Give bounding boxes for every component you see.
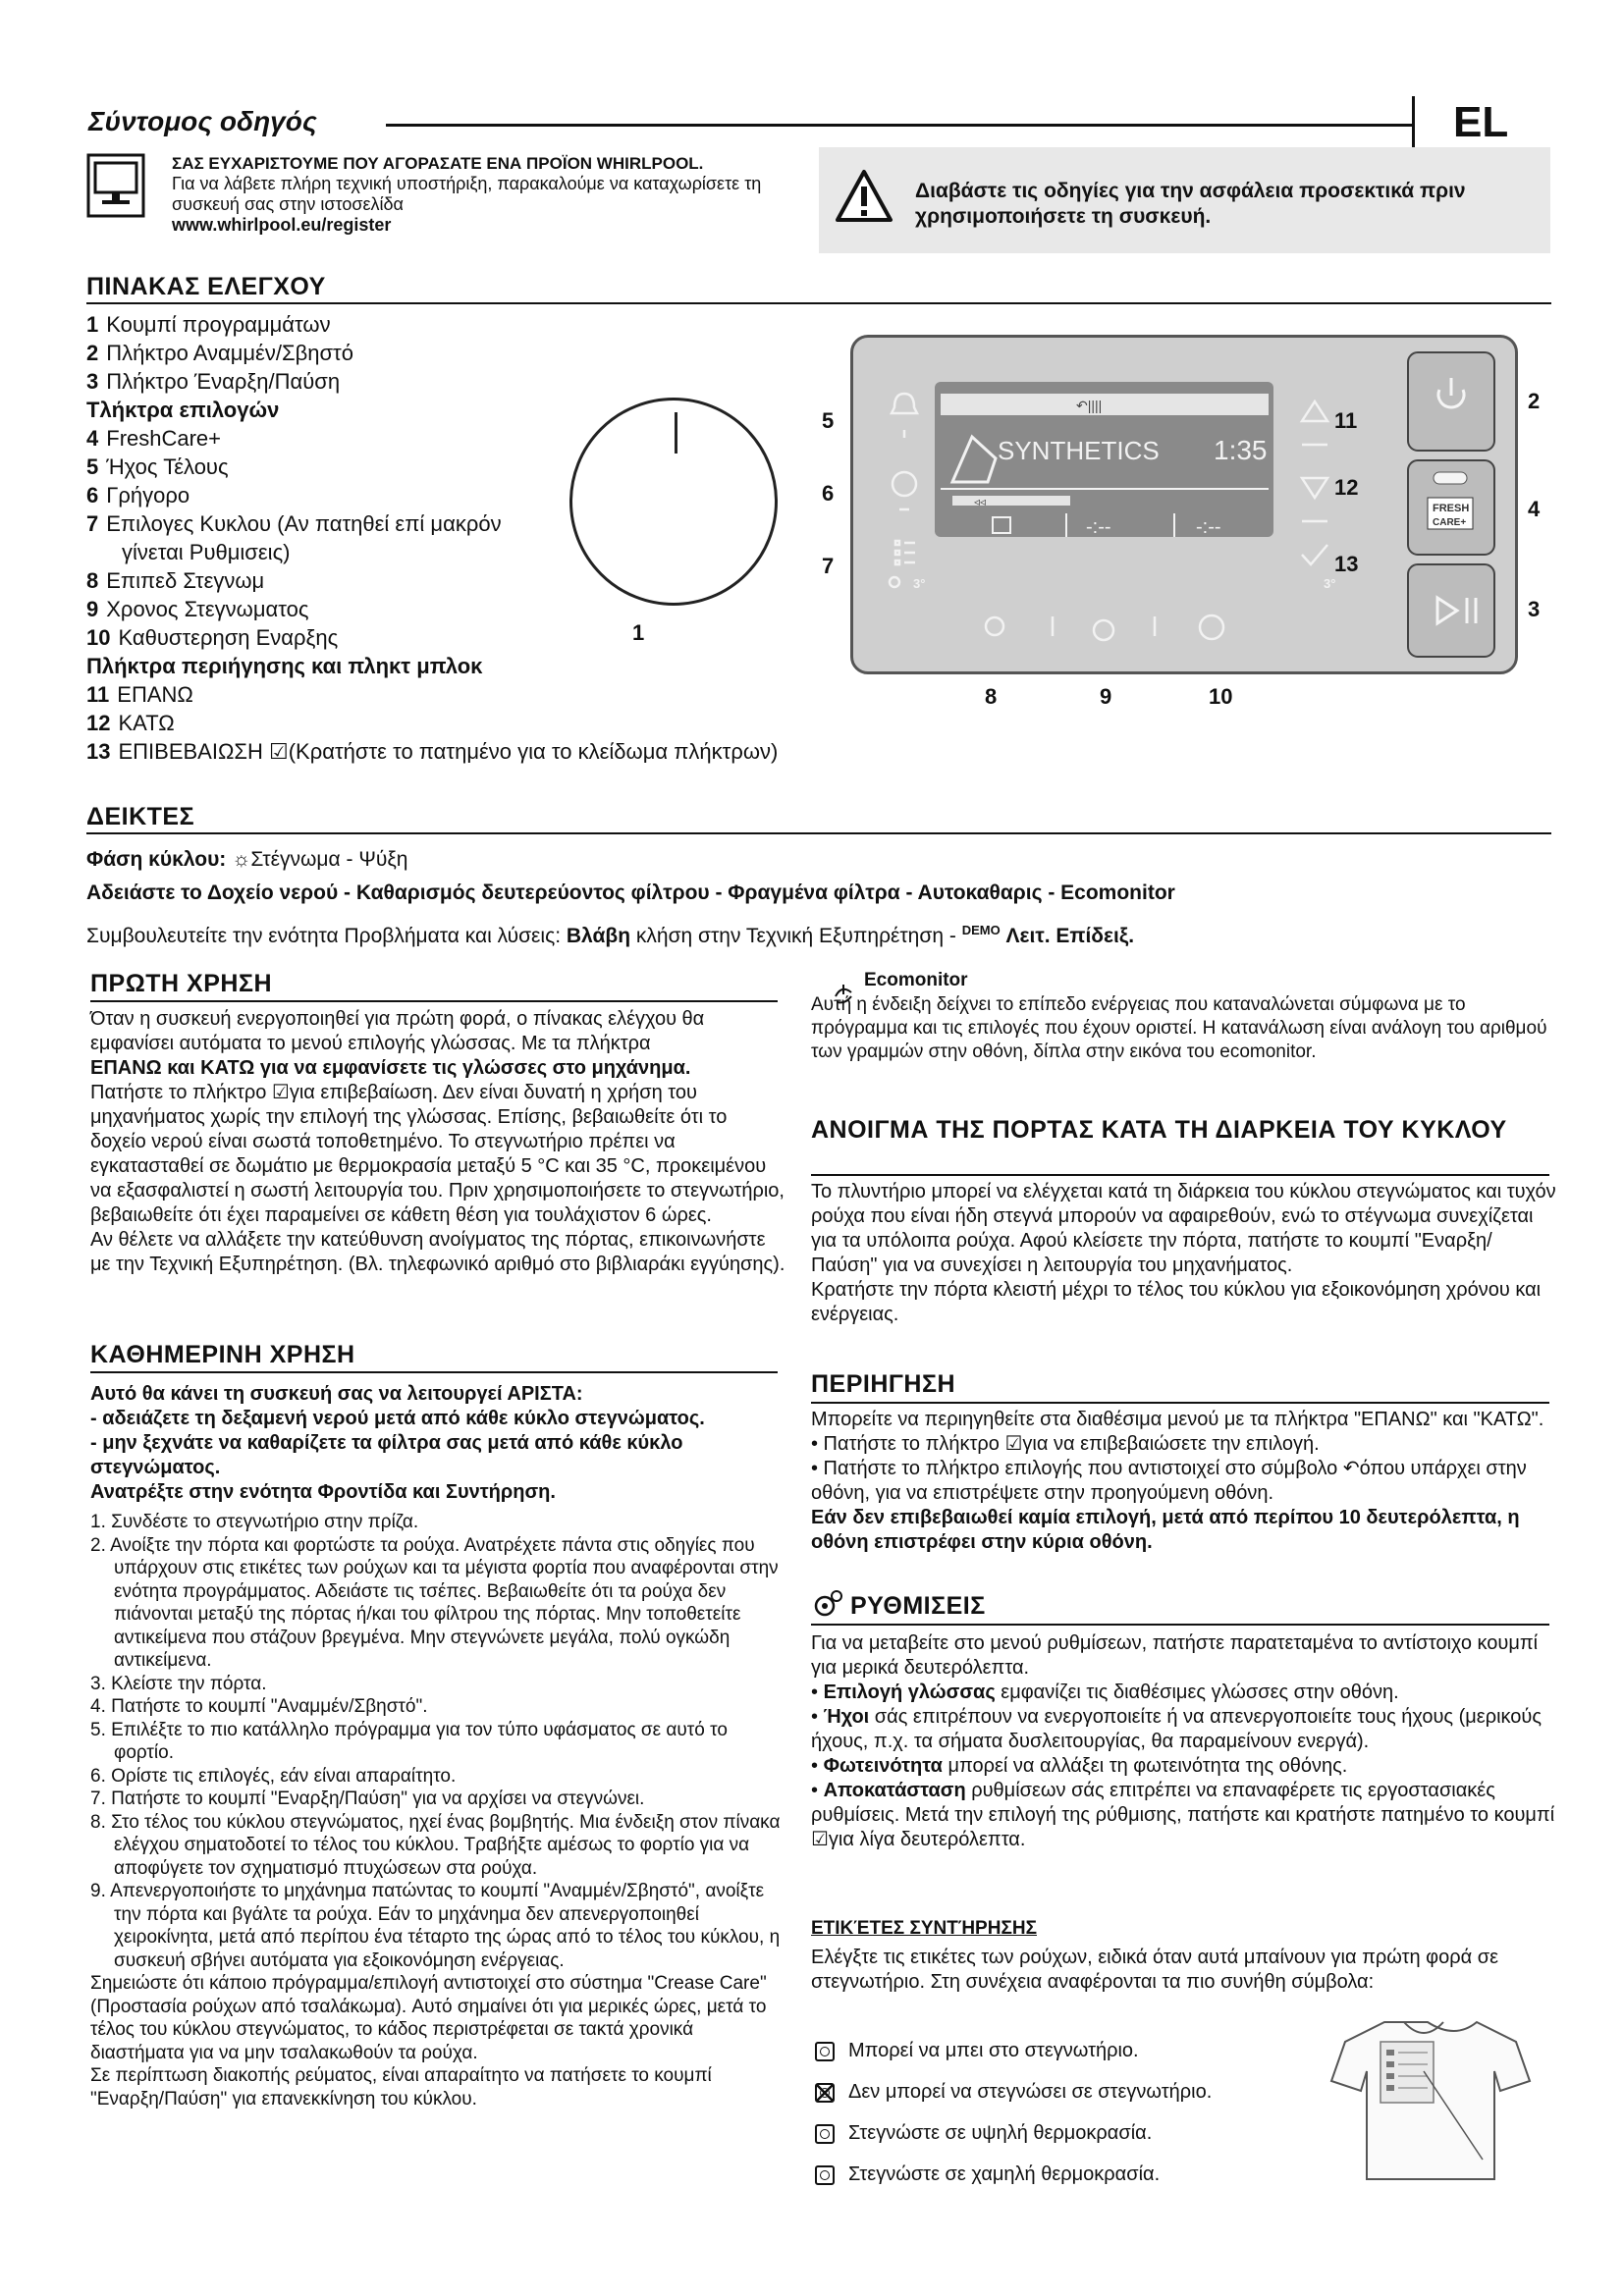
tumble-dry-symbol-icon bbox=[815, 2083, 835, 2103]
svg-text:FRESH: FRESH bbox=[1433, 503, 1470, 514]
header-rule bbox=[386, 124, 1412, 127]
legend-item bbox=[86, 339, 852, 367]
settings-sounds-label: Ήχοι bbox=[823, 1706, 870, 1728]
daily-use-body bbox=[90, 1382, 785, 2110]
callout-12: 12 bbox=[1334, 475, 1359, 500]
temp-left: 3° bbox=[913, 576, 926, 591]
callout-8: 8 bbox=[985, 684, 998, 709]
daily-b2: - αδειάζετε τη δεξαμενή νερού μετά από κάθε κύκλο στεγνώματος. bbox=[90, 1408, 705, 1429]
legend-label: Πλήκτρο Έναρξη/Παύση bbox=[106, 369, 341, 394]
register-thanks: ΣΑΣ ΕΥΧΑΡΙΣΤΟΥΜΕ ΠΟΥ ΑΓΟΡΑΣΑΤΕ ΕΝΑ ΠΡΟΪΟΝ WHIRLPOOL. bbox=[172, 154, 704, 173]
settings-restore-label: Αποκατάσταση bbox=[823, 1780, 966, 1801]
settings-p1: Για να μεταβείτε στο μενού ρυθμίσεων, πατήστε παρατεταμένα το αντίστοιχο κουμπί για μερικά δευτερόλεπτα. bbox=[811, 1632, 1539, 1679]
first-use-body bbox=[90, 1007, 785, 1277]
first-use-p2: Πατήστε το πλήκτρο ☑για επιβεβαίωση. Δεν είναι δυνατή η χρήση του μηχανήματος χωρίς την επιλογή της γλώσσας. Επίσης, βεβαιωθείτε ότι το δοχείο νερού είναι σωστά τοποθετημένο. Το στεγνωτήριο πρέπει να εγκατασταθεί σε δωμάτιο με θερμοκρασία μεταξύ 5 °C και 35 °C, προκειμένου να εξασφαλιστεί η σωστή λειτουργία του. Πριν χρησιμοποιήσετε το στεγνωτήριο, βεβαιωθείτε ότι έχει παραμείνει σε κάθετη θέση για τουλάχιστον 6 ώρες. bbox=[90, 1082, 785, 1226]
care-symbol-row bbox=[815, 2071, 1326, 2112]
legend-number: 2 bbox=[86, 341, 99, 365]
safety-warning-text: Διαβάστε τις οδηγίες για την ασφάλεια προσεκτικά πριν χρησιμοποιήσετε τη συσκευή. bbox=[915, 180, 1466, 228]
section-control-panel-title: ΠΙΝΑΚΑΣ ΕΛΕΓΧΟΥ bbox=[86, 273, 326, 300]
door-body bbox=[811, 1180, 1557, 1327]
ecomonitor-bars: ↶|||| bbox=[1076, 398, 1103, 413]
options-subtitle: Τλήκτρα επιλογών bbox=[86, 398, 280, 422]
step-item: 7. Πατήστε το κουμπί "Εναρξη/Παύση" για να αρχίσει να στεγνώνει. bbox=[90, 1789, 645, 1809]
settings-restore-text: ρυθμίσεων σάς επιτρέπει να επαναφέρετε τις εργοστασιακές ρυθμίσεις. Μετά την επιλογή της ρύθμισης, πατήστε και κρατήστε πατημένο το κουμπί ☑για λίγα δευτερόλεπτα. bbox=[811, 1780, 1555, 1850]
legend-number: 11 bbox=[86, 682, 110, 707]
daily-b4: Ανατρέξτε στην ενότητα Φροντίδα και Συντήρηση. bbox=[90, 1481, 556, 1503]
section-rule bbox=[90, 1371, 778, 1373]
section-daily-use-title: ΚΑΘΗΜΕΡΙΝΗ ΧΡΗΣΗ bbox=[90, 1341, 355, 1368]
legend-label: Επιπεδ Στεγνωμ bbox=[106, 568, 265, 593]
temp-right: 3° bbox=[1324, 576, 1336, 591]
svg-text:◃◃: ◃◃ bbox=[974, 495, 987, 508]
legend-number: 9 bbox=[86, 597, 99, 621]
settings-language-text: εμφανίζει τις διαθέσιμες γλώσσες στην οθόνη. bbox=[995, 1682, 1399, 1703]
tumble-dry-symbol-icon bbox=[815, 2165, 835, 2185]
legend-label: Πλήκτρο Αναμμέν/Σβηστό bbox=[106, 341, 353, 365]
daily-b1: Αυτό θα κάνει τη συσκευή σας να λειτουργεί ΑΡΙΣΤΑ: bbox=[90, 1383, 583, 1405]
settings-brightness-text: μπορεί να αλλάξει τη φωτεινότητα της οθόνης. bbox=[942, 1755, 1348, 1777]
callout-5: 5 bbox=[822, 408, 835, 433]
section-settings-title: ΡΥΘΜΙΣΕΙΣ bbox=[850, 1592, 986, 1620]
step-item: 9. Απενεργοποιήστε το μηχάνημα πατώντας το κουμπί "Αναμμέν/Σβηστό", ανοίξτε την πόρτα και βγάλτε τα ρούχα. Εάν το μηχάνημα δεν απενεργοποιηθεί χειροκίνητα, μετά από περίπου ένα τέταρτο της ώρας από το τέλος του κύκλου, η συσκευή σβήνει αυτόματα για εξοικονόμηση ενέργειας. bbox=[90, 1881, 781, 1971]
door-p2: Κρατήστε την πόρτα κλειστή μέχρι το τέλος του κύκλου για εξοικονόμηση χρόνου και ενέργειας. bbox=[811, 1279, 1542, 1325]
daily-b3: - μην ξεχνάτε να καθαρίζετε τα φίλτρα σας μετά από κάθε κύκλο στεγνώματος. bbox=[90, 1432, 683, 1478]
svg-text:CARE+: CARE+ bbox=[1433, 517, 1467, 528]
callout-3: 3 bbox=[1528, 597, 1541, 621]
bell-icon bbox=[892, 394, 917, 413]
shirt-label-illustration bbox=[1326, 2012, 1532, 2189]
section-rule bbox=[811, 1174, 1549, 1176]
care-symbol-text: Στεγνώστε σε χαμηλή θερμοκρασία. bbox=[848, 2163, 1161, 2185]
legend-label: Γρήγορο bbox=[106, 483, 190, 507]
legend-label: Επιλογες Κυκλου (Αν πατηθεί επί μακρόν bbox=[106, 511, 502, 536]
legend-number: 5 bbox=[86, 454, 99, 479]
care-symbol-text: Στεγνώστε σε υψηλή θερμοκρασία. bbox=[848, 2122, 1153, 2144]
tumble-dry-symbol-icon bbox=[815, 2042, 835, 2061]
care-labels-intro: Ελέγξτε τις ετικέτες των ρούχων, ειδικά όταν αυτά μπαίνουν για πρώτη φορά σε στεγνωτήριο. Στη συνέχεια αναφέρονται τα πιο συνήθη σύμβολα: bbox=[811, 1947, 1499, 1993]
dial-indicator bbox=[675, 412, 677, 454]
program-name: SYNTHETICS bbox=[998, 436, 1160, 465]
settings-gear-icon bbox=[811, 1588, 844, 1622]
callout-13: 13 bbox=[1334, 552, 1359, 576]
first-use-p1: Όταν η συσκευή ενεργοποιηθεί για πρώτη φορά, ο πίνακας ελέγχου θα εμφανίσει αυτόματα το μενού επιλογής γλώσσας. Με τα πλήκτρα bbox=[90, 1008, 705, 1054]
legend-label: ΕΠΙΒΕΒΑΙΩΣΗ ☑(Κρατήστε το πατημένο για το κλείδωμα πλήκτρων) bbox=[118, 739, 779, 764]
panel-graphics bbox=[850, 335, 1518, 674]
section-indicators-title: ΔΕΙΚΤΕΣ bbox=[86, 803, 195, 830]
register-text: Για να λάβετε πλήρη τεχνική υποστήριξη, παρακαλούμε να καταχωρίσετε τη συσκευή σας στην ιστοσελίδα bbox=[172, 174, 762, 214]
indicators-phase bbox=[86, 846, 1549, 873]
up-arrow-icon bbox=[1302, 401, 1327, 421]
legend-number: 13 bbox=[86, 739, 111, 764]
monitor-icon bbox=[86, 153, 145, 222]
legend-item bbox=[86, 310, 852, 339]
dry-time-icon bbox=[1094, 620, 1113, 640]
legend-label: Ήχος Τέλους bbox=[106, 454, 229, 479]
legend-label: Χρονος Στεγνωματος bbox=[106, 597, 309, 621]
program-dial[interactable] bbox=[569, 398, 778, 606]
daily-note2: Σε περίπτωση διακοπής ρεύματος, είναι απαραίτητο να πατήσετε το κουμπί "Εναρξη/Παύση" για επανεκκίνηση του κύκλου. bbox=[90, 2065, 712, 2109]
delay-icon bbox=[1200, 615, 1223, 639]
daily-note1: Σημειώστε ότι κάποιο πρόγραμμα/επιλογή αντιστοιχεί στο σύστημα "Crease Care" (Προστασία ρούχων από τσαλάκωμα). Αυτό σημαίνει ότι για μερικές ώρες, μετά το τέλος του κύκλου στεγνώματος, το κάδος περιστρέφεται σε τακτά χρονικά διαστήματα για να μην τσαλακωθούν τα ρούχα. bbox=[90, 1973, 767, 2063]
svg-text:-:--: -:-- bbox=[1196, 516, 1221, 538]
care-symbol-row bbox=[815, 2112, 1326, 2154]
navigation-p1: Μπορείτε να περιηγηθείτε στα διαθέσιμα μενού με τα πλήκτρα "ΕΠΑΝΩ" και "ΚΑΤΩ". bbox=[811, 1409, 1544, 1430]
fault-label: Βλάβη bbox=[566, 925, 631, 947]
ecomonitor-text: Αυτή η ένδειξη δείχνει το επίπεδο ενέργειας που καταναλώνεται σύμφωνα με το πρόγραμμα και τις επιλογές που έχουν οριστεί. Η κατανάλωση είναι ανάλογη του αριθμού των γραμμών στην οθόνη, δίπλα στην εικόνα του ecomonitor. bbox=[811, 994, 1547, 1062]
step-item: 6. Ορίστε τις επιλογές, εάν είναι απαραίτητο. bbox=[90, 1765, 457, 1787]
navigation-body bbox=[811, 1408, 1557, 1555]
callout-10: 10 bbox=[1209, 684, 1233, 709]
section-door-title: ΑΝΟΙΓΜΑ ΤΗΣ ΠΟΡΤΑΣ ΚΑΤΑ ΤΗ ΔΙΑΡΚΕΙΑ ΤΟΥ ΚΥΚΛΟΥ bbox=[811, 1116, 1507, 1144]
indicators-list: Αδειάστε το Δοχείο νερού - Καθαρισμός δευτερεύοντος φίλτρου - Φραγμένα φίλτρα - Αυτοκαθαρις - Ecomonitor bbox=[86, 881, 1175, 904]
legend-item bbox=[86, 623, 852, 652]
dry-level-icon bbox=[986, 617, 1003, 635]
demo-badge: DEMO bbox=[961, 923, 1001, 937]
legend-item bbox=[86, 737, 852, 766]
legend-item bbox=[86, 709, 852, 737]
step-item: 5. Επιλέξτε το πιο κατάλληλο πρόγραμμα για τον τύπο υφάσματος σε αυτό το φορτίο. bbox=[90, 1719, 728, 1763]
settings-language-label: Επιλογή γλώσσας bbox=[823, 1682, 996, 1703]
faults-text: Συμβουλευτείτε την ενότητα Προβλήματα και λύσεις: bbox=[86, 925, 562, 947]
legend-label: ΕΠΑΝΩ bbox=[117, 682, 193, 707]
navigation-subtitle: Πλήκτρα περιήγησης και πληκτ μπλοκ bbox=[86, 654, 483, 678]
door-p1: Το πλυντήριο μπορεί να ελέγχεται κατά τη διάρκεια του κύκλου στεγνώματος και τυχόν ρούχα που είναι ήδη στεγνά μπορούν να αφαιρεθούν, ενώ το στέγνωμα συνεχίζεται για τα υπόλοιπα ρούχα. Αφού κλείσετε την πόρτα, πατήστε το κουμπί "Εναρξη/Παύση" για να συνεχίσει η λειτουργία του μηχανήματος. bbox=[811, 1181, 1556, 1276]
step-item: 4. Πατήστε το κουμπί "Αναμμέν/Σβηστό". bbox=[90, 1696, 428, 1717]
ecomonitor-title: Ecomonitor bbox=[864, 970, 968, 990]
header-divider bbox=[1412, 96, 1415, 147]
care-symbol-row bbox=[815, 2030, 1326, 2071]
settings-brightness-label: Φωτεινότητα bbox=[823, 1755, 943, 1777]
step-item: 3. Κλείστε την πόρτα. bbox=[90, 1673, 267, 1694]
care-symbol-list bbox=[815, 2030, 1326, 2195]
svg-text:-:--: -:-- bbox=[1086, 516, 1111, 538]
section-rule bbox=[90, 1000, 778, 1002]
legend-number: 10 bbox=[86, 625, 111, 650]
register-url[interactable]: www.whirlpool.eu/register bbox=[172, 215, 392, 235]
callout-1: 1 bbox=[632, 620, 645, 645]
legend-number: 12 bbox=[86, 711, 111, 735]
legend-item bbox=[86, 367, 852, 396]
first-use-p1b: ΕΠΑΝΩ και ΚΑΤΩ για να εμφανίσετε τις γλώσσες στο μηχάνημα. bbox=[90, 1057, 691, 1079]
program-time: 1:35 bbox=[1214, 435, 1268, 465]
legend-number: 8 bbox=[86, 568, 99, 593]
navigation-timeout: Εάν δεν επιβεβαιωθεί καμία επιλογή, μετά από περίπου 10 δευτερόλεπτα, η οθόνη επιστρέφει στην κύρια οθόνη. bbox=[811, 1507, 1520, 1553]
down-arrow-icon bbox=[1302, 478, 1327, 498]
section-rule bbox=[811, 1402, 1549, 1404]
step-item: 1. Συνδέστε το στεγνωτήριο στην πρίζα. bbox=[90, 1512, 419, 1532]
callout-6: 6 bbox=[822, 481, 835, 506]
step-item: 2. Ανοίξτε την πόρτα και φορτώστε τα ρούχα. Ανατρέχετε πάντα στις οδηγίες που υπάρχουν στις ετικέτες των ρούχων και τα μέγιστα φορτία που αναφέρονται στην ενότητα προγράμματος. Αδειάστε τις τσέπες. Βεβαιωθείτε ότι τα ρούχα δεν πιάνονται μεταξύ της πόρτας ή/και του φίλτρου της πόρτας. Μην τοποθετείτε αντικείμενα που στάζουν βρεγμένα. Μην στεγνώνετε μεγάλα, πολύ ογκώδη αντικείμενα. bbox=[90, 1534, 779, 1671]
legend-number: 7 bbox=[86, 511, 99, 536]
legend-label: Κουμπί προγραμμάτων bbox=[106, 312, 331, 337]
register-block bbox=[172, 153, 781, 236]
section-rule bbox=[86, 832, 1551, 834]
indicators-faults bbox=[86, 917, 1549, 949]
demo-label: Λειτ. Επίδειξ. bbox=[1005, 925, 1135, 947]
settings-body: Για να μεταβείτε στο μενού ρυθμίσεων, πατήστε παρατεταμένα το αντίστοιχο κουμπί για μερικά δευτερόλεπτα. • Επιλογή γλώσσας εμφανίζει τις διαθέσιμες γλώσσες στην οθόνη. • Ήχοι σάς επιτρέπουν να ενεργοποιείτε ή να απενεργοποιείτε τους ήχους (μερικούς ήχους, π.χ. τα σήματα δυσλειτουργίας, θα παραμείνουν ενεργά). • Φωτεινότητα μπορεί να αλλάξει τη φωτεινότητα της οθόνης. • Αποκατάσταση ρυθμίσεων σάς επιτρέπει να επαναφέρετε τις εργοστασιακές ρυθμίσεις. Μετά την επιλογή της ρύθμισης, πατήστε και κρατήστε πατημένο το κουμπί ☑για λίγα δευτερόλεπτα. bbox=[811, 1631, 1557, 1852]
settings-sounds-text: σάς επιτρέπουν να ενεργοποιείτε ή να απενεργοποιείτε τους ήχους (μερικούς ήχους, π.χ. τα σήματα δυσλειτουργίας, θα παραμείνουν ενεργά). bbox=[811, 1706, 1542, 1752]
legend-label: FreshCare+ bbox=[106, 426, 222, 451]
language-code: EL bbox=[1453, 98, 1509, 146]
callout-7: 7 bbox=[822, 554, 835, 578]
legend-number: 6 bbox=[86, 483, 99, 507]
legend-item bbox=[86, 680, 852, 709]
navigation-b1: • Πατήστε το πλήκτρο ☑για να επιβεβαιώσετε την επιλογή. bbox=[811, 1433, 1320, 1455]
first-use-p3: Αν θέλετε να αλλάξετε την κατεύθυνση ανοίγματος της πόρτας, επικοινωνήστε με την Τεχνική Εξυπηρέτηση. (Βλ. τηλεφωνικό αριθμό στο βιβλιαράκι εγγύησης). bbox=[90, 1229, 785, 1275]
phase-text: ☼Στέγνωμα - Ψύξη bbox=[232, 848, 408, 871]
document-title: Σύντομος οδηγός bbox=[88, 106, 317, 136]
legend-number: 4 bbox=[86, 426, 99, 451]
navigation-b2: • Πατήστε το πλήκτρο επιλογής που αντιστοιχεί στο σύμβολο ↶όπου υπάρχει στην οθόνη, για να επιστρέψετε στην προηγούμενη οθόνη. bbox=[811, 1458, 1527, 1504]
warning-icon bbox=[835, 169, 893, 224]
legend-label: γίνεται Ρυθμισεις) bbox=[122, 540, 291, 564]
phase-label: Φάση κύκλου: bbox=[86, 848, 227, 871]
callout-2: 2 bbox=[1528, 389, 1541, 413]
confirm-icon bbox=[1302, 545, 1327, 564]
callout-4: 4 bbox=[1528, 497, 1541, 521]
care-symbol-text: Δεν μπορεί να στεγνώσει σε στεγνωτήριο. bbox=[848, 2081, 1213, 2103]
section-navigation-title: ΠΕΡΙΗΓΗΣΗ bbox=[811, 1370, 956, 1398]
service-text: κλήση στην Τεχνική Εξυπηρέτηση - bbox=[635, 925, 956, 947]
quick-icon bbox=[893, 472, 916, 496]
power-button bbox=[1408, 352, 1494, 451]
section-rule bbox=[811, 1624, 1549, 1626]
section-first-use-title: ΠΡΩΤΗ ΧΡΗΣΗ bbox=[90, 970, 273, 997]
legend-item bbox=[86, 595, 852, 623]
legend-number: 1 bbox=[86, 312, 99, 337]
care-symbol-row bbox=[815, 2154, 1326, 2195]
callout-11: 11 bbox=[1334, 408, 1358, 433]
callout-9: 9 bbox=[1100, 684, 1112, 709]
section-rule bbox=[86, 302, 1551, 304]
care-symbol-text: Μπορεί να μπει στο στεγνωτήριο. bbox=[848, 2040, 1139, 2061]
legend-label: Καθυστερηση Εναρξης bbox=[118, 625, 339, 650]
legend-label: ΚΑΤΩ bbox=[118, 711, 175, 735]
step-item: 8. Στο τέλος του κύκλου στεγνώματος, ηχεί ένας βομβητής. Μια ένδειξη στον πίνακα ελέγχου σηματοδοτεί το τέλος του κύκλου. Τραβήξτε αμέσως το φορτίο για να αποφύγετε τον σχηματισμό πτυχώσεων στα ρούχα. bbox=[90, 1811, 781, 1879]
legend-number: 3 bbox=[86, 369, 99, 394]
section-care-labels-title: ΕΤΙΚΈΤΕΣ ΣΥΝΤΉΡΗΣΗΣ bbox=[811, 1918, 1037, 1939]
tumble-dry-symbol-icon bbox=[815, 2124, 835, 2144]
start-pause-button bbox=[1408, 564, 1494, 657]
synthetic-icon bbox=[952, 437, 996, 482]
